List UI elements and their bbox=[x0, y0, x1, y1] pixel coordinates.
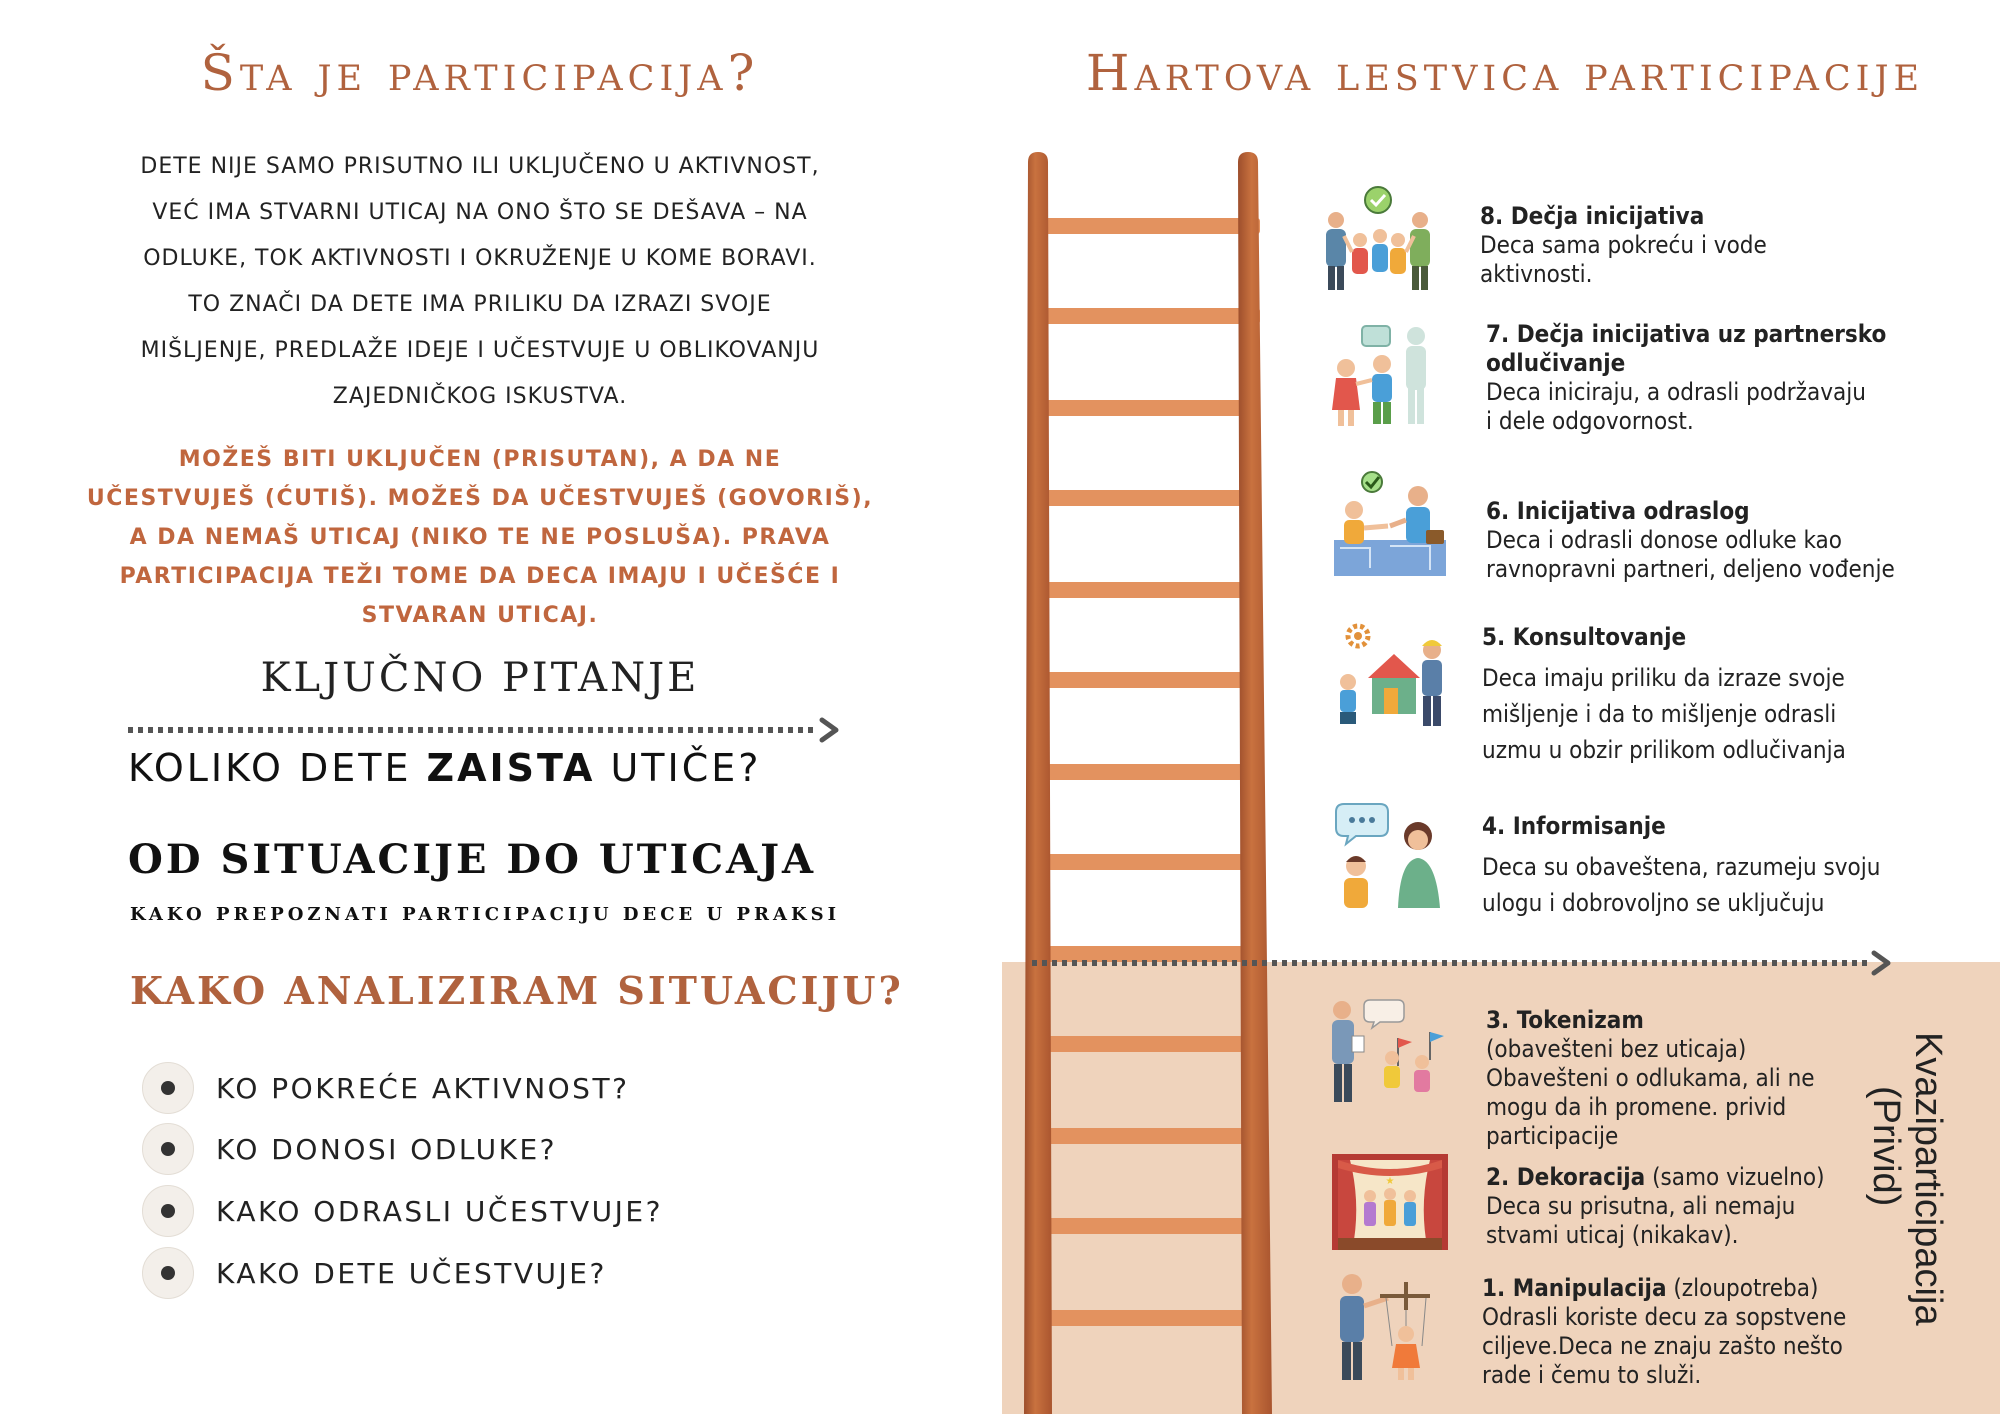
question-item bbox=[142, 1060, 629, 1116]
rung-2 bbox=[1486, 1163, 1825, 1250]
intro-line: ODLUKE, TOK AKTIVNOSTI I OKRUŽENJE U KOME BORAVI. bbox=[143, 246, 817, 271]
rung-title-suffix: (zloupotreba) bbox=[1666, 1274, 1819, 1302]
logo-badge-icon bbox=[142, 1062, 194, 1114]
rung-description: mogu da ih promene. privid bbox=[1486, 1093, 1787, 1121]
rung-description: Deca imaju priliku da izraze svoje bbox=[1482, 664, 1845, 692]
rung-title-suffix: (samo vizuelno) bbox=[1645, 1163, 1825, 1191]
analyze-heading: KAKO ANALIZIRAM SITUACIJU? bbox=[130, 968, 904, 1013]
intro-line: ZAJEDNIČKOG ISKUSTVA. bbox=[332, 384, 628, 409]
rung-title: 6. Inicijativa odraslog bbox=[1486, 497, 1750, 525]
question-text: KAKO DETE UČESTVUJE? bbox=[216, 1256, 607, 1290]
ladder-rungs bbox=[1040, 218, 1260, 1326]
left-title: Šta je participacija? bbox=[200, 44, 760, 102]
question-item bbox=[142, 1245, 607, 1301]
rung-description: ravnopravni partneri, deljeno vođenje bbox=[1486, 555, 1895, 583]
svg-text:★: ★ bbox=[1385, 1176, 1395, 1187]
quasi-label-line2: (Privid) bbox=[1865, 1086, 1907, 1207]
quasi-label-line1: Kvaziparticipacija bbox=[1907, 1032, 1949, 1326]
ladder-illustration bbox=[1020, 150, 1280, 1414]
rung-8 bbox=[1480, 202, 1767, 289]
rung-title: 3. Tokenizam bbox=[1486, 1006, 1644, 1034]
rung-description: Deca su prisutna, ali nemaju bbox=[1486, 1192, 1796, 1220]
right-title: Hartova lestvica participacije bbox=[1085, 44, 1925, 102]
question-text: KAKO ODRASLI UČESTVUJE? bbox=[216, 1194, 663, 1228]
key-question-text: KOLIKO DETE bbox=[128, 746, 427, 790]
situation-subheading: KAKO PREPOZNATI PARTICIPACIJU DECE U PRAKSI bbox=[130, 904, 841, 925]
logo-badge-icon bbox=[142, 1185, 194, 1237]
flags-icon bbox=[1326, 996, 1446, 1106]
rung-description: (obavešteni bez uticaja) bbox=[1486, 1035, 1747, 1063]
rung-title: 8. Dečja inicijativa bbox=[1480, 202, 1705, 230]
key-question bbox=[128, 746, 761, 790]
rung-description: ulogu i dobrovoljno se uključuju bbox=[1482, 889, 1825, 917]
rung-title: 5. Konsultovanje bbox=[1482, 623, 1687, 651]
rung-description: Deca sama pokreću i vode bbox=[1480, 231, 1767, 259]
question-text: KO DONOSI ODLUKE? bbox=[216, 1132, 557, 1166]
rung-title: 7. Dečja inicijativa uz partnersko bbox=[1486, 320, 1887, 348]
rung-3 bbox=[1486, 1006, 1815, 1151]
rung-description: stvami uticaj (nikakav). bbox=[1486, 1221, 1739, 1249]
rung-description: Deca iniciraju, a odrasli podržavaju bbox=[1486, 378, 1866, 406]
question-text: KO POKREĆE AKTIVNOST? bbox=[216, 1071, 630, 1105]
rung-description: rade i čemu to služi. bbox=[1482, 1361, 1702, 1389]
rung-description: ciljeve.Deca ne znaju zašto nešto bbox=[1482, 1332, 1843, 1360]
intro-paragraph bbox=[80, 144, 880, 420]
rung-description: participacije bbox=[1486, 1122, 1619, 1150]
speech-bubble-icon bbox=[1330, 800, 1450, 910]
rung-title-continued: odlučivanje bbox=[1486, 349, 1626, 377]
key-question-text-end: UTIČE? bbox=[595, 746, 762, 790]
rung-description: aktivnosti. bbox=[1480, 260, 1593, 288]
rung-1 bbox=[1482, 1274, 1846, 1390]
rung-description: mišljenje i da to mišljenje odrasli bbox=[1482, 700, 1837, 728]
stage-icon bbox=[1330, 1150, 1450, 1260]
rung-title: 1. Manipulacija bbox=[1482, 1274, 1667, 1302]
rung-description: Deca su obaveštena, razumeju svoju bbox=[1482, 853, 1881, 881]
quasi-participation-label bbox=[1865, 1020, 1980, 1380]
intro-line: MIŠLJENJE, PREDLAŽE IDEJE I UČESTVUJE U OBLIKOVANJU bbox=[140, 338, 820, 363]
situation-heading: OD SITUACIJE DO UTICAJA bbox=[128, 836, 817, 883]
rung-6 bbox=[1486, 497, 1895, 584]
logo-badge-icon bbox=[142, 1247, 194, 1299]
ladder-left-rail bbox=[1024, 152, 1052, 1414]
intro-line: DETE NIJE SAMO PRISUTNO ILI UKLJUČENO U AKTIVNOST, bbox=[140, 154, 820, 179]
note-line: PARTICIPACIJA TEŽI TOME DA DECA IMAJU I UČEŠĆE I bbox=[119, 564, 841, 589]
building-house-icon bbox=[1330, 620, 1450, 730]
children-with-adult-icon bbox=[1318, 322, 1438, 432]
rung-description: i dele odgovornost. bbox=[1486, 407, 1694, 435]
rung-description: Obavešteni o odlukama, ali ne bbox=[1486, 1064, 1815, 1092]
ladder-right-rail bbox=[1238, 152, 1272, 1414]
puppet-icon bbox=[1330, 1272, 1450, 1382]
rung-7 bbox=[1486, 320, 1886, 436]
note-line: UČESTVUJEŠ (ĆUTIŠ). MOŽEŠ DA UČESTVUJEŠ (GOVORIŠ), bbox=[86, 486, 874, 511]
rung-title: 4. Informisanje bbox=[1482, 812, 1666, 840]
question-item bbox=[142, 1121, 557, 1177]
note-line: STVARAN UTICAJ. bbox=[361, 603, 599, 628]
intro-line: TO ZNAČI DA DETE IMA PRILIKU DA IZRAZI SVOJE bbox=[188, 292, 772, 317]
rung-description: uzmu u obzir prilikom odlučivanja bbox=[1482, 736, 1846, 764]
dotted-arrow-right bbox=[1030, 948, 1900, 978]
rung-4 bbox=[1482, 812, 1880, 921]
key-question-emphasis: ZAISTA bbox=[426, 746, 596, 790]
note-line: A DA NEMAŠ UTICAJ (NIKO TE NE POSLUŠA). PRAVA bbox=[129, 525, 831, 550]
key-question-label: KLJUČNO PITANJE bbox=[260, 655, 700, 701]
participation-note bbox=[70, 440, 890, 635]
rung-title: 2. Dekoracija bbox=[1486, 1163, 1646, 1191]
rung-5 bbox=[1482, 623, 1846, 768]
rung-description: Odrasli koriste decu za sopstvene bbox=[1482, 1303, 1847, 1331]
rung-description: Deca i odrasli donose odluke kao bbox=[1486, 526, 1842, 554]
intro-line: VEĆ IMA STVARNI UTICAJ NA ONO ŠTO SE DEŠAVA – NA bbox=[152, 200, 808, 225]
children-celebrating-icon bbox=[1318, 182, 1438, 292]
logo-badge-icon bbox=[142, 1123, 194, 1175]
handshake-icon bbox=[1330, 470, 1450, 580]
dotted-arrow-left bbox=[126, 715, 846, 745]
question-item bbox=[142, 1183, 663, 1239]
note-line: MOŽEŠ BITI UKLJUČEN (PRISUTAN), A DA NE bbox=[178, 447, 782, 472]
